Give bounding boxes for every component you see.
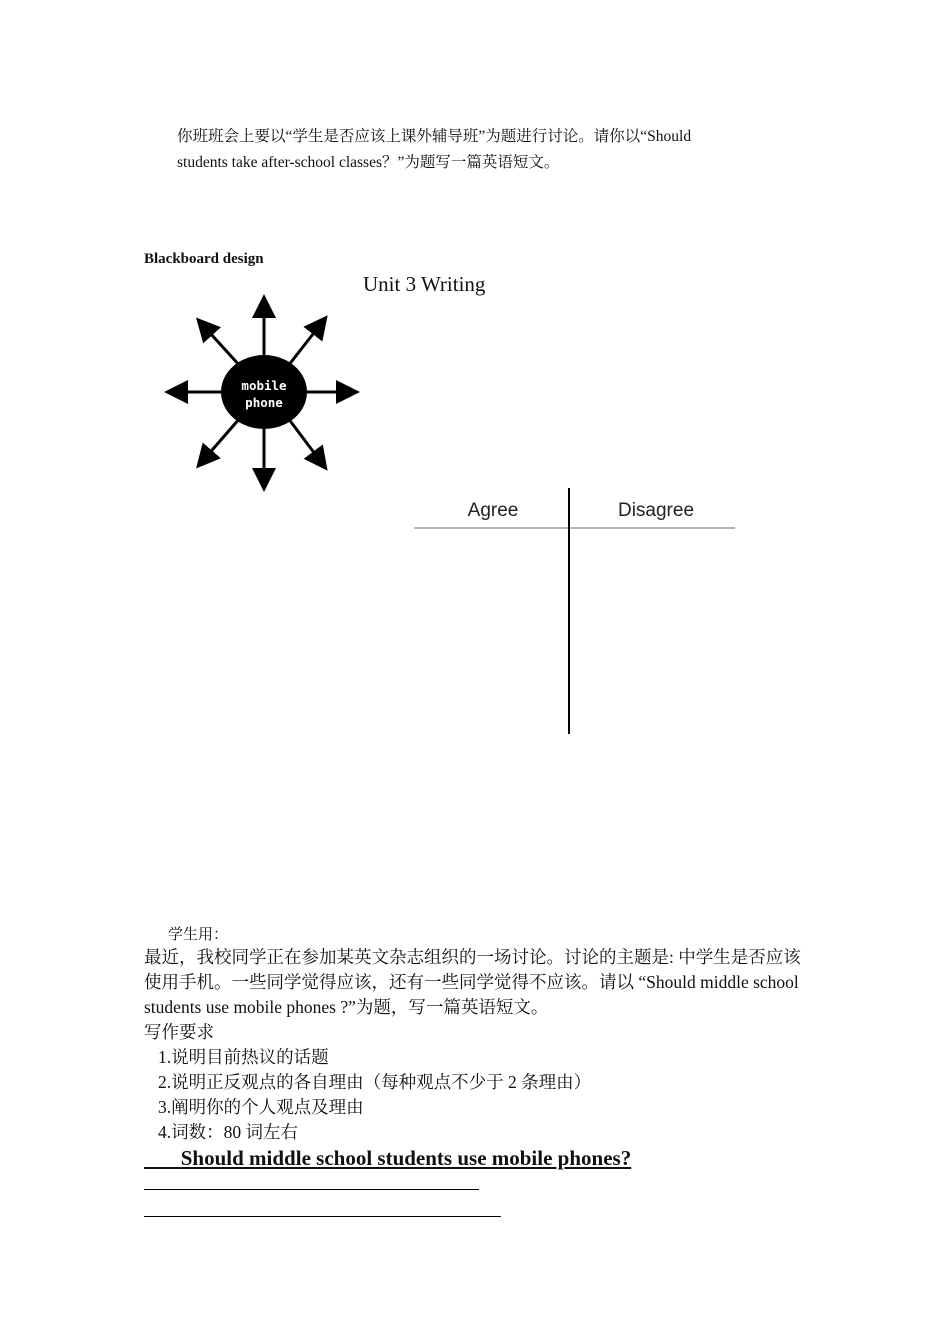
t-chart (410, 482, 740, 742)
intro-prompt (177, 124, 777, 176)
center-label-line-1: mobile (241, 378, 287, 393)
arrow-down-left (200, 418, 240, 464)
prompt-paragraph: 最近，我校同学正在参加某英文杂志组织的一场讨论。讨论的主题是: 中学生是否应该使用手机。一些同学觉得应该，还有一些同学觉得不应该。请以 “Should middle school students use mobile phones ?”为题，写一篇英语短文。 (144, 947, 801, 1017)
writing-line-1 (144, 1189, 479, 1190)
requirements-title: 写作要求 (144, 1022, 214, 1042)
requirement-item: 3.阐明你的个人观点及理由 (158, 1097, 364, 1117)
essay-title: Should middle school students use mobile phones? (180, 1146, 632, 1170)
requirement-item: 2.说明正反观点的各自理由（每种观点不少于 2 条理由） (158, 1072, 592, 1092)
intro-line-2: students take after-school classes？”为题写一篇英语短文。 (177, 154, 560, 171)
intro-line-1: 你班班会上要以“学生是否应该上课外辅导班”为题进行讨论。请你以“Should (177, 128, 692, 145)
student-label: 学生用： (168, 927, 229, 943)
unit-title: Unit 3 Writing (363, 272, 486, 296)
arrow-up-left (200, 322, 240, 366)
requirement-item: 1.说明目前热议的话题 (158, 1047, 329, 1067)
arrow-down-right (288, 418, 324, 466)
center-label-line-2: phone (245, 395, 283, 410)
disagree-header: Disagree (617, 500, 695, 521)
requirement-item: 4.词数：80 词左右 (158, 1122, 298, 1142)
blackboard-label: Blackboard design (144, 251, 264, 267)
student-prompt (144, 945, 814, 1145)
essay-title-line (144, 1146, 631, 1171)
writing-line-2 (144, 1216, 501, 1217)
agree-header: Agree (467, 500, 519, 521)
arrow-up-right (288, 320, 324, 366)
mind-map-diagram (160, 292, 370, 492)
